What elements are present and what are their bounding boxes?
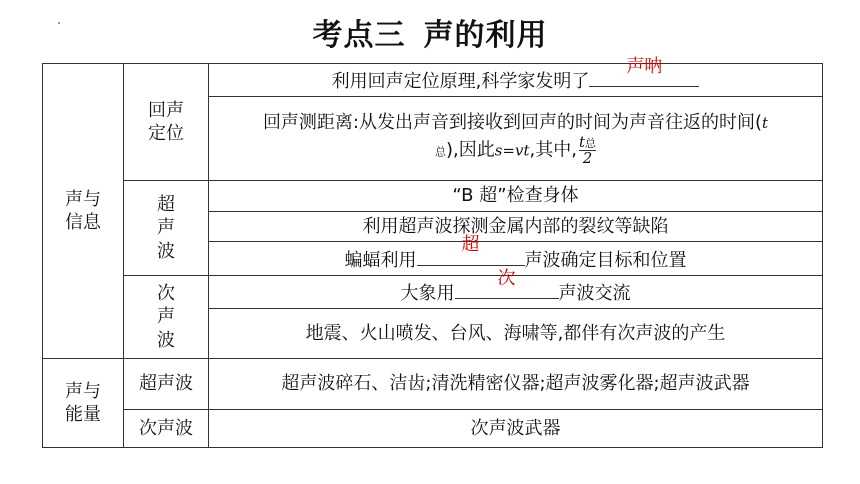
fraction-t-over-2: $\frac{\text{t总}}{2}$ [578, 132, 596, 167]
subgroup-ultrasound: 超声波 [124, 181, 209, 276]
table-row [43, 410, 823, 448]
cell-us-bat: 蝙蝠利用 超 声波确定目标和位置 [209, 242, 823, 276]
answer-bat: 超 [461, 234, 480, 256]
answer-elephant: 次 [497, 267, 516, 289]
cell-echo-distance: 回声测距离:从发出声音到接收到回声的时间为声音往返的时间(t 总),因此s=vt,其中, $\frac{\text{t总}}{2}$ [209, 97, 823, 181]
blank-sonar [589, 55, 699, 87]
cell-energy-is: 次声波武器 [209, 410, 823, 448]
knowledge-table [42, 55, 823, 448]
table-row [43, 359, 823, 410]
cell-is-elephant: 大象用 次 声波交流 [209, 276, 823, 309]
cell-echo-sonar: 利用回声定位原理,科学家发明了 声呐 [209, 64, 823, 97]
subgroup-infrasound: 次声波 [124, 276, 209, 359]
subgroup-ultrasound-energy: 超声波 [124, 359, 209, 410]
group-info: 声与信息 [43, 64, 124, 359]
cell-us-bscan: “B 超”检查身体 [209, 181, 823, 212]
cell-is-disasters: 地震、火山喷发、台风、海啸等,都伴有次声波的产生 [209, 309, 823, 359]
cell-energy-us: 超声波碎石、洁齿;清洗精密仪器;超声波雾化器;超声波武器 [209, 359, 823, 410]
blank-bat [417, 234, 525, 266]
group-energy: 声与能量 [43, 359, 124, 448]
answer-sonar: 声呐 [626, 55, 663, 77]
table-row [43, 276, 823, 309]
subgroup-infrasound-energy: 次声波 [124, 410, 209, 448]
table-row [43, 64, 823, 97]
cell-us-metal: 利用超声波探测金属内部的裂纹等缺陷 [209, 212, 823, 242]
title-sub: 声的利用 [423, 18, 548, 53]
title-main: 考点三 [312, 18, 406, 53]
table-row [43, 181, 823, 212]
page-title [0, 10, 860, 54]
blank-elephant [455, 267, 559, 299]
subgroup-echo: 回声定位 [124, 64, 209, 181]
